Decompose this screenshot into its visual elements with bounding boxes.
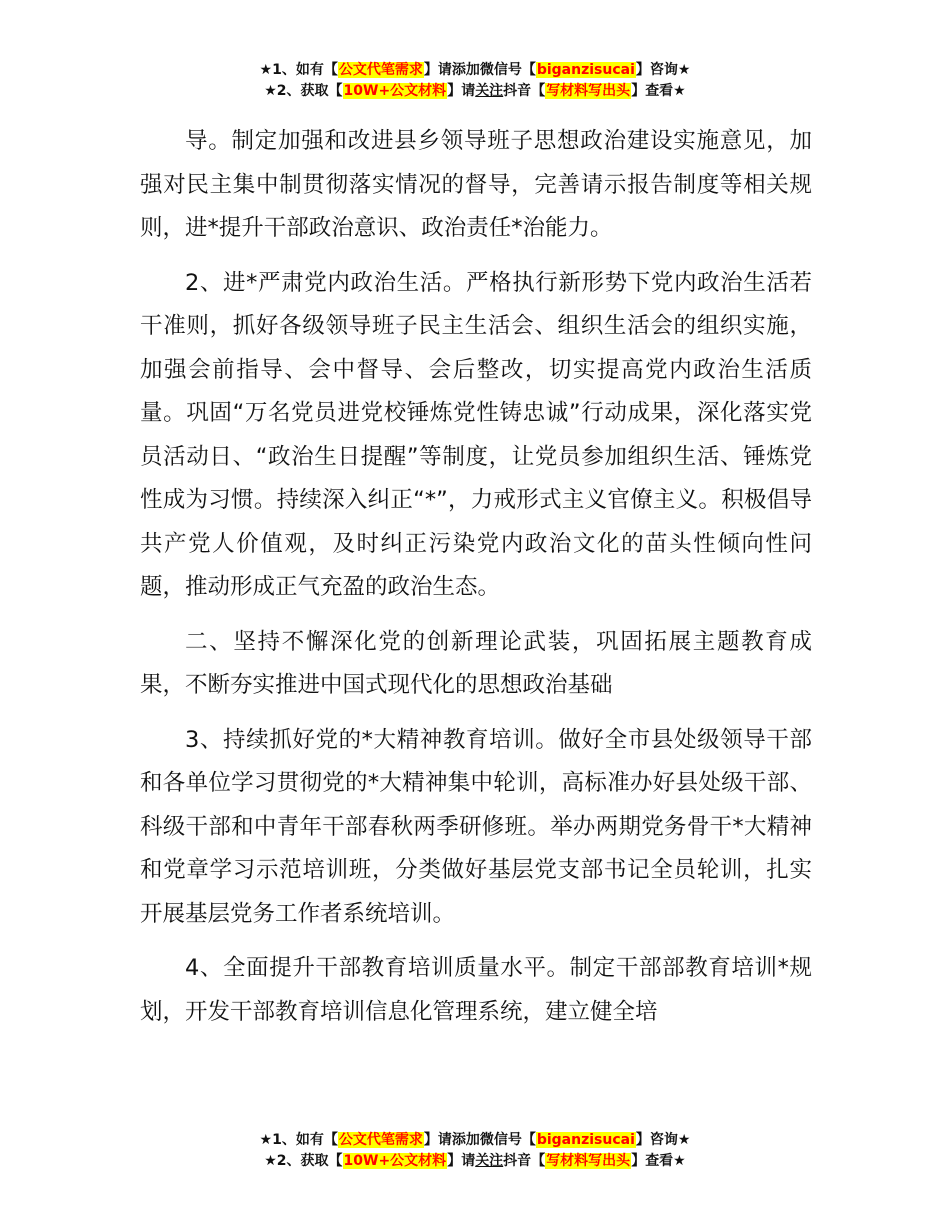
footer-banner [0,1130,950,1172]
banner-text: 请 [437,1132,452,1148]
banner-text: 请 [437,62,452,78]
banner-line-1 [0,1130,950,1151]
banner-text: 微信号 [479,1132,522,1148]
banner-text: 抖音 [503,1153,532,1169]
banner-highlight: 10W+公文材料 [343,1153,447,1169]
banner-text: 请 [461,1153,476,1169]
paragraph: 4、全面提升干部教育培训质量水平。制定干部部教育培训*规划，开发干部教育培训信息化管理系统，建立健全培 [140,955,812,1025]
banner-text: 】 [447,1153,462,1169]
document-body [140,120,812,1045]
banner-text: 添加 [451,1132,480,1148]
banner-line-2 [0,1151,950,1172]
banner-text: 查看★ [645,1153,686,1169]
banner-highlight: 10W+公文材料 [343,83,447,99]
banner-text: 【 [521,62,536,78]
banner-line-1 [0,60,950,81]
banner-text: 】 [423,1132,438,1148]
banner-text: 关注 [475,83,504,99]
banner-highlight: biganzisucai [536,62,635,78]
banner-text: 【 [531,83,546,99]
paragraph: 3、持续抓好党的*大精神教育培训。做好全市县处级领导干部和各单位学习贯彻党的*大精神集中轮训，高标准办好县处级干部、科级干部和中青年干部春秋两季研修班。举办两期党务骨干*大精神和党章学习示范培训班，分类做好基层党支部书记全员轮训，扎实开展基层党务工作者系统培训。 [140,726,812,927]
banner-text: 】 [631,83,646,99]
banner-text: 添加 [451,62,480,78]
banner-text: 咨询★ [649,1132,691,1148]
banner-text: ★2、获取 [264,83,329,99]
header-banner [0,60,950,102]
banner-text: 【 [521,1132,536,1148]
banner-text: ★1、如有 [259,1132,324,1148]
paragraph: 导。制定加强和改进县乡领导班子思想政治建设实施意见，加强对民主集中制贯彻落实情况的督导，完善请示报告制度等相关规则，进*提升干部政治意识、政治责任*治能力。 [140,128,812,241]
banner-text: 查看★ [645,83,686,99]
banner-line-2 [0,81,950,102]
banner-text: 请 [461,83,476,99]
banner-text: 微信号 [479,62,522,78]
banner-highlight: 写材料写出头 [546,83,631,99]
banner-text: 【 [323,1132,338,1148]
banner-text: 【 [323,62,338,78]
paragraph: 2、进*严肃党内政治生活。严格执行新形势下党内政治生活若干准则，抓好各级领导班子民主生活会、组织生活会的组织实施，加强会前指导、会中督导、会后整改，切实提高党内政治生活质量。巩固“万名党员进党校锤炼党性铸忠诚”行动成果，深化落实党员活动日、“政治生日提醒”等制度，让党员参加组织生活、锤炼党性成为习惯。持续深入纠正“*”，力戒形式主义官僚主义。积极倡导共产党人价值观，及时纠正污染党内政治文化的苗头性倾向性问题，推动形成正气充盈的政治生态。 [140,269,812,600]
banner-text: 】 [635,1132,650,1148]
banner-text: 【 [531,1153,546,1169]
banner-highlight: biganzisucai [536,1132,635,1148]
banner-text: 】 [423,62,438,78]
banner-text: ★2、获取 [264,1153,329,1169]
banner-text: 】 [631,1153,646,1169]
banner-highlight: 公文代笔需求 [338,62,423,78]
banner-text: 抖音 [503,83,532,99]
banner-text: 】 [635,62,650,78]
banner-text: 关注 [475,1153,504,1169]
banner-text: 】 [447,83,462,99]
banner-highlight: 写材料写出头 [546,1153,631,1169]
section-heading: 二、坚持不懈深化党的创新理论武装，巩固拓展主题教育成果，不断夯实推进中国式现代化的思想政治基础 [140,628,812,698]
banner-text: 【 [328,1153,343,1169]
banner-text: 【 [328,83,343,99]
banner-text: ★1、如有 [259,62,324,78]
banner-text: 咨询★ [649,62,691,78]
banner-highlight: 公文代笔需求 [338,1132,423,1148]
